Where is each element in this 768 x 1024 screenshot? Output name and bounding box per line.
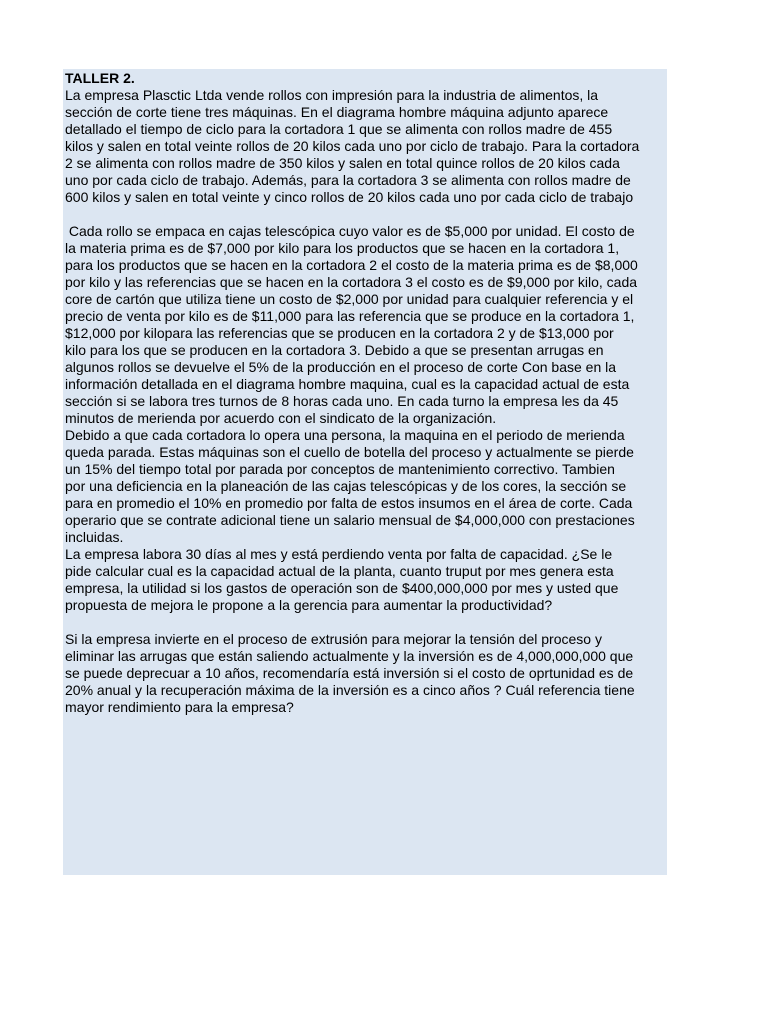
- text-line: precio de venta por kilo es de $11,000 para las referencia que se produce en la cortadora 1,: [65, 308, 635, 324]
- text-line: queda parada. Estas máquinas son el cuello de botella del proceso y actualmente se pierde: [65, 444, 634, 460]
- text-line: 600 kilos y salen en total veinte y cinco rollos de 20 kilos cada uno por cada ciclo de trabajo: [65, 189, 634, 205]
- paragraph-intro: [65, 87, 665, 206]
- text-line: Si la empresa invierte en el proceso de extrusión para mejorar la tensión del proceso y: [65, 631, 602, 647]
- document-panel: [63, 69, 667, 875]
- text-line: pide calcular cual es la capacidad actual de la planta, cuanto truput por mes genera esta: [65, 563, 614, 579]
- text-line: para los productos que se hacen en la cortadora 2 el costo de la materia prima es de $8,000: [65, 257, 638, 273]
- text-line: La empresa labora 30 días al mes y está perdiendo venta por falta de capacidad. ¿Se le: [65, 546, 613, 562]
- paragraph-costs: [65, 223, 665, 614]
- text-line: core de cartón que utiliza tiene un costo de $2,000 por unidad para cualquier referencia y el: [65, 291, 634, 307]
- text-line: mayor rendimiento para la empresa?: [65, 699, 294, 715]
- text-line: sección de corte tiene tres máquinas. En el diagrama hombre máquina adjunto aparece: [65, 104, 609, 120]
- text-line: Cada rollo se empaca en cajas telescópica cuyo valor es de $5,000 por unidad. El costo de: [65, 223, 635, 239]
- paragraph-gap: [65, 206, 665, 223]
- text-line: un 15% del tiempo total por parada por conceptos de mantenimiento correctivo. Tambien: [65, 461, 615, 477]
- text-line: sección si se labora tres turnos de 8 horas cada uno. En cada turno la empresa les da 45: [65, 393, 619, 409]
- text-line: uno por cada ciclo de trabajo. Además, para la cortadora 3 se alimenta con rollos madre de: [65, 172, 631, 188]
- text-line: por una deficiencia en la planeación de las cajas telescópicas y de los cores, la sección se: [65, 478, 627, 494]
- text-line: propuesta de mejora le propone a la gerencia para aumentar la productividad?: [65, 597, 553, 613]
- text-line: 20% anual y la recuperación máxima de la inversión es a cinco años ? Cuál referencia tiene: [65, 682, 635, 698]
- text-line: para en promedio el 10% en promedio por falta de estos insumos en el área de corte. Cada: [65, 495, 633, 511]
- paragraph-gap: [65, 614, 665, 631]
- text-line: 2 se alimenta con rollos madre de 350 kilos y salen en total quince rollos de 20 kilos cada: [65, 155, 620, 171]
- text-line: $12,000 por kilopara las referencias que se producen en la cortadora 2 y de $13,000 por: [65, 325, 614, 341]
- text-line: se puede deprecuar a 10 años, recomendaría está inversión si el costo de oprtunidad es de: [65, 665, 634, 681]
- text-line: eliminar las arrugas que están saliendo actualmente y la inversión es de 4,000,000,000 que: [65, 648, 634, 664]
- text-line: La empresa Plasctic Ltda vende rollos con impresión para la industria de alimentos, la: [65, 87, 599, 103]
- text-line: Debido a que cada cortadora lo opera una persona, la maquina en el periodo de merienda: [65, 427, 625, 443]
- text-line: empresa, la utilidad si los gastos de operación son de $400,000,000 por mes y usted que: [65, 580, 619, 596]
- text-line: kilo para los que se producen en la cortadora 3. Debido a que se presentan arrugas en: [65, 342, 604, 358]
- paragraph-investment: [65, 631, 665, 716]
- text-line: operario que se contrate adicional tiene un salario mensual de $4,000,000 con prestaciones: [65, 512, 635, 528]
- document-title: TALLER 2.: [65, 70, 135, 86]
- text-line: por kilo y las referencias que se hacen en la cortadora 3 el costo es de $9,000 por kilo, cada: [65, 274, 638, 290]
- text-line: información detallada en el diagrama hombre maquina, cual es la capacidad actual de esta: [65, 376, 630, 392]
- text-line: detallado el tiempo de ciclo para la cortadora 1 que se alimenta con rollos madre de 455: [65, 121, 613, 137]
- text-line: incluidas.: [65, 529, 124, 545]
- text-line: minutos de merienda por acuerdo con el sindicato de la organización.: [65, 410, 497, 426]
- text-line: algunos rollos se devuelve el 5% de la producción en el proceso de corte Con base en la: [65, 359, 617, 375]
- text-line: la materia prima es de $7,000 por kilo para los productos que se hacen en la cortadora 1,: [65, 240, 620, 256]
- text-line: kilos y salen en total veinte rollos de 20 kilos cada uno por ciclo de trabajo. Para la cortadora: [65, 138, 640, 154]
